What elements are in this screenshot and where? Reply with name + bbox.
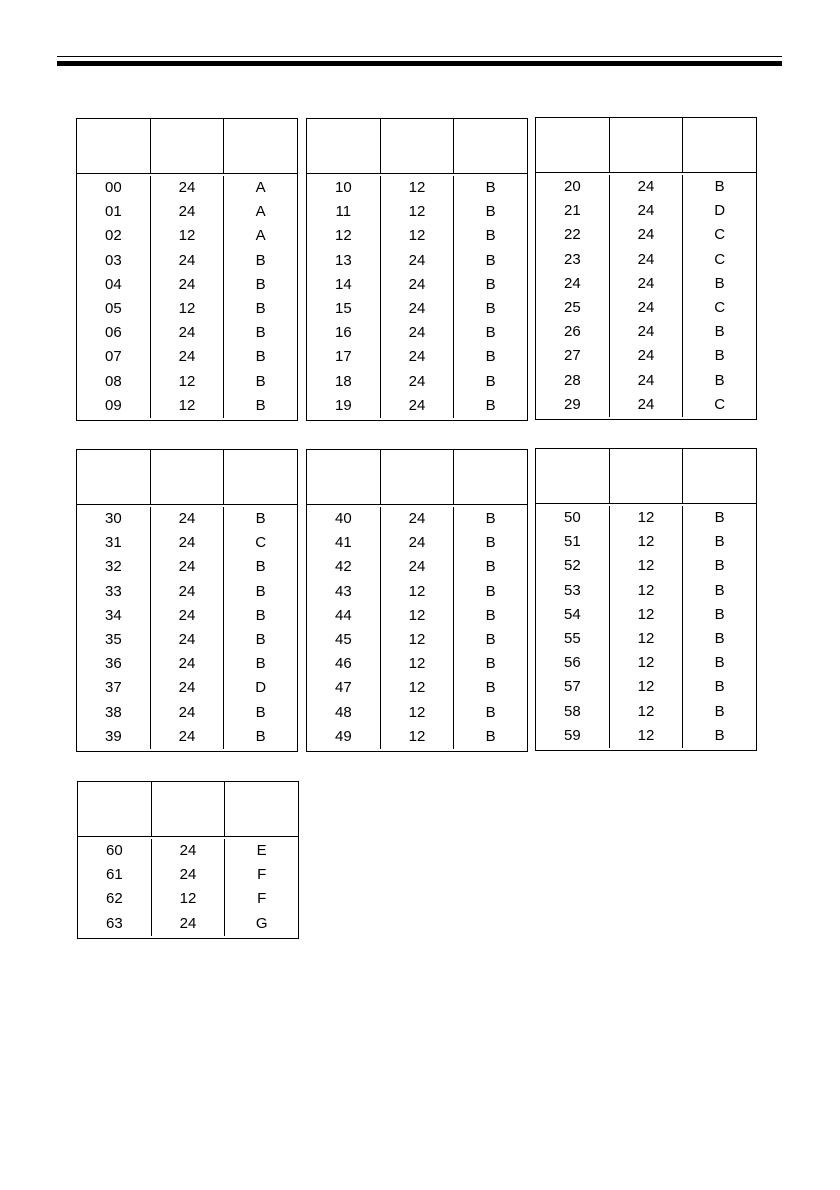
letter-cell: B bbox=[485, 227, 496, 245]
letter-cell: B bbox=[714, 178, 725, 195]
table-header-cell bbox=[610, 449, 684, 503]
table-header-row bbox=[307, 450, 527, 505]
code-cell: 17 bbox=[334, 348, 352, 366]
value-cell: 24 bbox=[178, 324, 196, 342]
value-cell: 24 bbox=[637, 250, 655, 268]
code-cell: 14 bbox=[334, 275, 352, 293]
letter-cell: B bbox=[485, 582, 496, 600]
code-cell: 05 bbox=[104, 299, 122, 317]
table-header-cell bbox=[77, 119, 151, 173]
letter-cell: B bbox=[714, 557, 725, 575]
letter-cell: B bbox=[485, 630, 496, 648]
code-column bbox=[307, 507, 381, 749]
letter-cell: F bbox=[257, 890, 267, 908]
value-cell: 24 bbox=[408, 372, 426, 390]
table-header-cell bbox=[78, 782, 152, 836]
value-cell: 24 bbox=[178, 703, 196, 721]
letter-cell: B bbox=[714, 654, 725, 672]
code-cell: 53 bbox=[563, 581, 581, 599]
code-cell: 60 bbox=[105, 842, 123, 859]
code-cell: 38 bbox=[104, 703, 122, 721]
letter-cell: C bbox=[714, 298, 726, 316]
letter-cell: B bbox=[714, 726, 725, 744]
code-cell: 57 bbox=[563, 678, 581, 696]
value-cell: 24 bbox=[408, 534, 426, 552]
code-cell: 12 bbox=[334, 227, 352, 245]
code-cell: 56 bbox=[563, 654, 581, 672]
value-cell: 12 bbox=[408, 606, 426, 624]
code-cell: 27 bbox=[563, 347, 581, 365]
letter-cell: B bbox=[485, 534, 496, 552]
code-cell: 22 bbox=[563, 226, 581, 244]
letter-cell: B bbox=[485, 324, 496, 342]
value-cell: 12 bbox=[408, 179, 426, 196]
code-cell: 33 bbox=[104, 582, 122, 600]
value-cell: 24 bbox=[408, 510, 426, 527]
value-cell: 24 bbox=[637, 202, 655, 220]
value-cell: 24 bbox=[178, 203, 196, 221]
code-cell: 59 bbox=[563, 726, 581, 744]
value-column bbox=[151, 176, 225, 418]
code-cell: 08 bbox=[104, 372, 122, 390]
letter-cell: B bbox=[714, 678, 725, 696]
letter-column bbox=[683, 506, 756, 748]
table-header-cell bbox=[307, 119, 381, 173]
code-table-0x bbox=[76, 118, 298, 421]
code-column bbox=[536, 506, 610, 748]
letter-column bbox=[224, 507, 297, 749]
table-header-cell bbox=[224, 450, 297, 504]
table-header-cell bbox=[683, 118, 756, 172]
value-cell: 24 bbox=[637, 395, 655, 413]
header-rule-thick bbox=[57, 61, 782, 66]
value-column bbox=[381, 507, 455, 749]
value-cell: 12 bbox=[179, 890, 197, 908]
table-header-cell bbox=[77, 450, 151, 504]
code-cell: 39 bbox=[104, 727, 122, 745]
table-header-cell bbox=[454, 119, 527, 173]
letter-column bbox=[683, 175, 756, 417]
code-cell: 43 bbox=[334, 582, 352, 600]
table-header-row bbox=[536, 449, 756, 504]
code-table-6x bbox=[77, 781, 299, 939]
value-cell: 12 bbox=[637, 629, 655, 647]
value-cell: 24 bbox=[408, 348, 426, 366]
table-body bbox=[77, 174, 297, 420]
code-cell: 30 bbox=[104, 510, 122, 527]
letter-cell: B bbox=[714, 629, 725, 647]
code-cell: 42 bbox=[334, 558, 352, 576]
letter-cell: B bbox=[485, 606, 496, 624]
code-cell: 31 bbox=[104, 534, 122, 552]
code-cell: 18 bbox=[334, 372, 352, 390]
code-cell: 20 bbox=[563, 178, 581, 195]
letter-cell: B bbox=[485, 275, 496, 293]
value-cell: 12 bbox=[637, 702, 655, 720]
letter-cell: B bbox=[485, 251, 496, 269]
code-cell: 25 bbox=[563, 298, 581, 316]
value-cell: 12 bbox=[637, 678, 655, 696]
code-cell: 61 bbox=[105, 866, 123, 884]
table-header-row bbox=[78, 782, 298, 837]
value-cell: 24 bbox=[408, 299, 426, 317]
code-cell: 32 bbox=[104, 558, 122, 576]
value-cell: 12 bbox=[408, 679, 426, 697]
value-cell: 24 bbox=[408, 275, 426, 293]
code-cell: 09 bbox=[104, 396, 122, 414]
letter-cell: B bbox=[255, 606, 266, 624]
letter-cell: B bbox=[255, 251, 266, 269]
value-cell: 24 bbox=[178, 251, 196, 269]
code-cell: 49 bbox=[334, 727, 352, 745]
value-cell: 12 bbox=[408, 227, 426, 245]
letter-cell: C bbox=[714, 226, 726, 244]
letter-cell: B bbox=[255, 275, 266, 293]
value-cell: 24 bbox=[408, 396, 426, 414]
value-cell: 12 bbox=[637, 509, 655, 526]
code-cell: 44 bbox=[334, 606, 352, 624]
value-cell: 12 bbox=[178, 299, 196, 317]
value-cell: 24 bbox=[637, 178, 655, 195]
value-cell: 24 bbox=[179, 866, 197, 884]
value-column bbox=[610, 506, 684, 748]
letter-cell: B bbox=[714, 347, 725, 365]
table-header-cell bbox=[536, 118, 610, 172]
code-cell: 35 bbox=[104, 630, 122, 648]
table-header-cell bbox=[454, 450, 527, 504]
letter-cell: B bbox=[485, 727, 496, 745]
code-cell: 03 bbox=[104, 251, 122, 269]
value-cell: 12 bbox=[637, 726, 655, 744]
code-table-2x bbox=[535, 117, 757, 420]
code-cell: 13 bbox=[334, 251, 352, 269]
code-cell: 29 bbox=[563, 395, 581, 413]
value-cell: 24 bbox=[178, 606, 196, 624]
code-cell: 37 bbox=[104, 679, 122, 697]
table-body bbox=[77, 505, 297, 751]
letter-cell: A bbox=[255, 179, 266, 196]
table-body bbox=[78, 837, 298, 938]
value-cell: 12 bbox=[408, 655, 426, 673]
letter-cell: B bbox=[255, 324, 266, 342]
table-header-cell bbox=[225, 782, 298, 836]
code-cell: 07 bbox=[104, 348, 122, 366]
table-header-cell bbox=[683, 449, 756, 503]
value-cell: 24 bbox=[178, 275, 196, 293]
letter-cell: B bbox=[255, 630, 266, 648]
letter-cell: B bbox=[485, 348, 496, 366]
code-cell: 26 bbox=[563, 323, 581, 341]
letter-cell: A bbox=[255, 203, 266, 221]
value-cell: 12 bbox=[408, 703, 426, 721]
code-column bbox=[307, 176, 381, 418]
letter-cell: B bbox=[255, 703, 266, 721]
value-cell: 24 bbox=[178, 510, 196, 527]
code-column bbox=[77, 507, 151, 749]
value-cell: 24 bbox=[179, 914, 197, 932]
table-header-cell bbox=[536, 449, 610, 503]
table-header-cell bbox=[152, 782, 226, 836]
code-cell: 63 bbox=[105, 914, 123, 932]
letter-cell: B bbox=[485, 203, 496, 221]
letter-cell: B bbox=[255, 727, 266, 745]
code-cell: 24 bbox=[563, 274, 581, 292]
value-cell: 24 bbox=[408, 324, 426, 342]
value-cell: 24 bbox=[178, 348, 196, 366]
letter-cell: B bbox=[485, 299, 496, 317]
letter-cell: A bbox=[255, 227, 266, 245]
letter-cell: D bbox=[714, 202, 726, 220]
value-cell: 12 bbox=[408, 727, 426, 745]
letter-cell: B bbox=[255, 558, 266, 576]
table-header-cell bbox=[307, 450, 381, 504]
value-cell: 12 bbox=[178, 372, 196, 390]
table-header-cell bbox=[151, 119, 225, 173]
table-body bbox=[307, 505, 527, 751]
code-cell: 46 bbox=[334, 655, 352, 673]
value-cell: 12 bbox=[637, 581, 655, 599]
code-cell: 58 bbox=[563, 702, 581, 720]
value-cell: 12 bbox=[637, 533, 655, 551]
letter-cell: B bbox=[714, 509, 725, 526]
letter-cell: B bbox=[485, 372, 496, 390]
letter-cell: B bbox=[485, 179, 496, 196]
value-cell: 24 bbox=[179, 842, 197, 859]
code-cell: 06 bbox=[104, 324, 122, 342]
value-cell: 24 bbox=[178, 534, 196, 552]
table-header-row bbox=[536, 118, 756, 173]
value-cell: 12 bbox=[178, 227, 196, 245]
code-cell: 28 bbox=[563, 371, 581, 389]
code-cell: 10 bbox=[334, 179, 352, 196]
letter-cell: E bbox=[256, 842, 267, 859]
code-cell: 00 bbox=[104, 179, 122, 196]
code-cell: 21 bbox=[563, 202, 581, 220]
code-cell: 41 bbox=[334, 534, 352, 552]
letter-cell: C bbox=[255, 534, 267, 552]
code-column bbox=[536, 175, 610, 417]
value-cell: 24 bbox=[178, 558, 196, 576]
letter-cell: C bbox=[714, 395, 726, 413]
letter-cell: B bbox=[485, 558, 496, 576]
value-cell: 24 bbox=[408, 251, 426, 269]
table-header-row bbox=[77, 450, 297, 505]
value-column bbox=[152, 839, 226, 936]
value-cell: 12 bbox=[408, 203, 426, 221]
code-column bbox=[77, 176, 151, 418]
value-cell: 12 bbox=[637, 654, 655, 672]
letter-cell: B bbox=[255, 299, 266, 317]
code-cell: 54 bbox=[563, 605, 581, 623]
letter-cell: B bbox=[255, 655, 266, 673]
value-cell: 24 bbox=[637, 347, 655, 365]
letter-column bbox=[225, 839, 298, 936]
letter-cell: B bbox=[485, 679, 496, 697]
code-cell: 55 bbox=[563, 629, 581, 647]
value-column bbox=[381, 176, 455, 418]
code-cell: 04 bbox=[104, 275, 122, 293]
table-header-cell bbox=[381, 450, 455, 504]
code-cell: 34 bbox=[104, 606, 122, 624]
table-header-cell bbox=[151, 450, 225, 504]
table-header-cell bbox=[381, 119, 455, 173]
letter-column bbox=[454, 507, 527, 749]
value-cell: 24 bbox=[178, 655, 196, 673]
value-cell: 12 bbox=[408, 582, 426, 600]
letter-cell: B bbox=[714, 533, 725, 551]
code-cell: 11 bbox=[335, 203, 352, 221]
table-header-cell bbox=[224, 119, 297, 173]
code-cell: 15 bbox=[334, 299, 352, 317]
code-cell: 47 bbox=[334, 679, 352, 697]
code-cell: 19 bbox=[334, 396, 352, 414]
value-cell: 24 bbox=[637, 323, 655, 341]
value-cell: 24 bbox=[178, 179, 196, 196]
letter-cell: B bbox=[714, 605, 725, 623]
letter-cell: B bbox=[485, 396, 496, 414]
code-table-5x bbox=[535, 448, 757, 751]
value-cell: 12 bbox=[408, 630, 426, 648]
value-cell: 24 bbox=[637, 298, 655, 316]
letter-cell: B bbox=[255, 348, 266, 366]
value-column bbox=[610, 175, 684, 417]
code-table-3x bbox=[76, 449, 298, 752]
table-body bbox=[536, 173, 756, 419]
code-cell: 51 bbox=[563, 533, 581, 551]
table-header-row bbox=[307, 119, 527, 174]
letter-cell: D bbox=[255, 679, 267, 697]
value-cell: 24 bbox=[178, 630, 196, 648]
value-column bbox=[151, 507, 225, 749]
letter-cell: B bbox=[714, 371, 725, 389]
code-cell: 02 bbox=[104, 227, 122, 245]
table-header-cell bbox=[610, 118, 684, 172]
code-table-1x bbox=[306, 118, 528, 421]
value-cell: 24 bbox=[178, 582, 196, 600]
code-cell: 01 bbox=[104, 203, 122, 221]
letter-cell: B bbox=[714, 274, 725, 292]
letter-column bbox=[454, 176, 527, 418]
value-cell: 24 bbox=[408, 558, 426, 576]
value-cell: 24 bbox=[178, 727, 196, 745]
code-cell: 52 bbox=[563, 557, 581, 575]
table-body bbox=[536, 504, 756, 750]
header-rule-thin bbox=[57, 56, 782, 57]
code-cell: 16 bbox=[334, 324, 352, 342]
value-cell: 24 bbox=[637, 226, 655, 244]
letter-cell: B bbox=[714, 581, 725, 599]
letter-cell: B bbox=[485, 510, 496, 527]
code-cell: 45 bbox=[334, 630, 352, 648]
code-cell: 48 bbox=[334, 703, 352, 721]
value-cell: 24 bbox=[637, 371, 655, 389]
table-body bbox=[307, 174, 527, 420]
code-cell: 50 bbox=[563, 509, 581, 526]
letter-cell: B bbox=[255, 582, 266, 600]
letter-column bbox=[224, 176, 297, 418]
code-cell: 23 bbox=[563, 250, 581, 268]
letter-cell: B bbox=[255, 372, 266, 390]
code-cell: 40 bbox=[334, 510, 352, 527]
letter-cell: C bbox=[714, 250, 726, 268]
code-cell: 36 bbox=[104, 655, 122, 673]
value-cell: 24 bbox=[637, 274, 655, 292]
letter-cell: B bbox=[714, 323, 725, 341]
table-header-row bbox=[77, 119, 297, 174]
letter-cell: B bbox=[255, 396, 266, 414]
letter-cell: G bbox=[255, 914, 268, 932]
code-column bbox=[78, 839, 152, 936]
letter-cell: B bbox=[714, 702, 725, 720]
value-cell: 12 bbox=[637, 557, 655, 575]
code-table-4x bbox=[306, 449, 528, 752]
value-cell: 12 bbox=[178, 396, 196, 414]
letter-cell: F bbox=[257, 866, 267, 884]
value-cell: 24 bbox=[178, 679, 196, 697]
letter-cell: B bbox=[255, 510, 266, 527]
letter-cell: B bbox=[485, 655, 496, 673]
code-cell: 62 bbox=[105, 890, 123, 908]
letter-cell: B bbox=[485, 703, 496, 721]
value-cell: 12 bbox=[637, 605, 655, 623]
